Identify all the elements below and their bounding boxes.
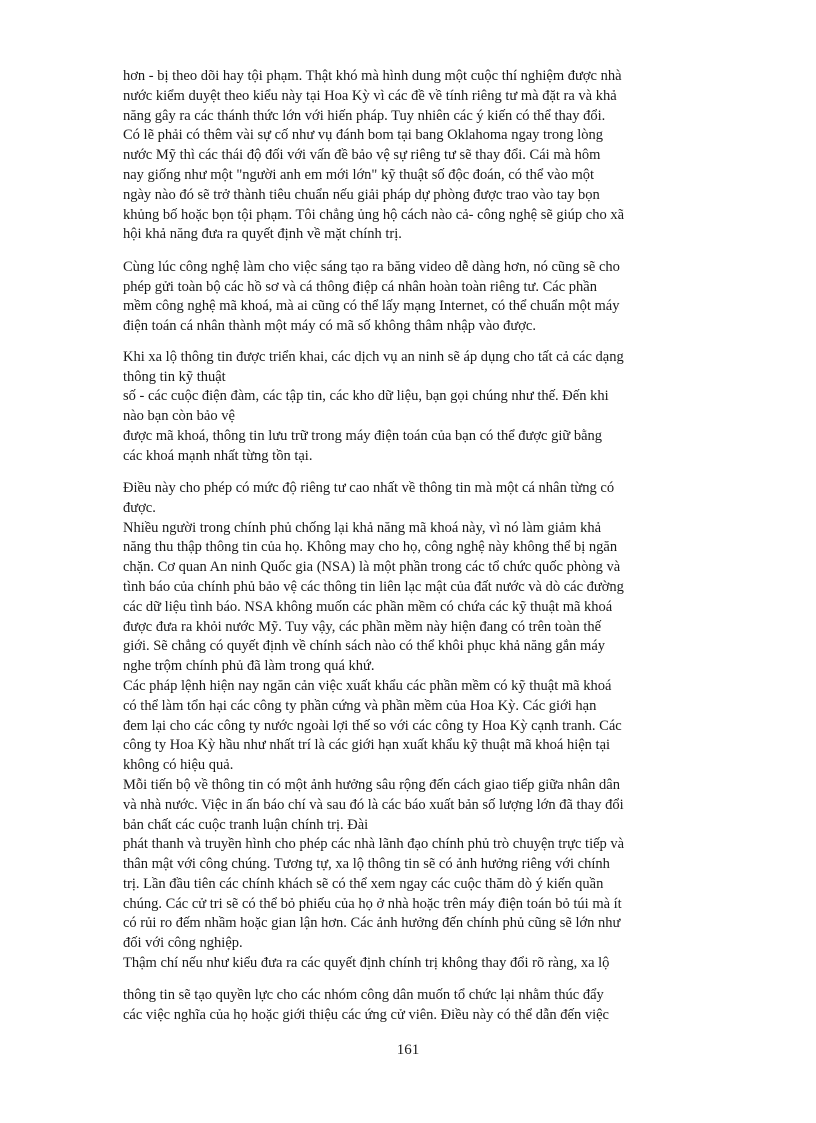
text-line: ngày nào đó sẽ trở thành tiêu chuẩn nếu giải pháp dự phòng được trao vào tay bọn (123, 186, 600, 203)
text-line: Các pháp lệnh hiện nay ngăn cản việc xuất khẩu các phần mềm có kỹ thuật mã khoá (123, 677, 612, 694)
text-line: nghe trộm chính phủ đã làm trong quá khứ. (123, 658, 375, 675)
text-line: nay giống như một "người anh em mới lớn" kỹ thuật số độc đoán, có thể vào một (123, 167, 594, 183)
text-line: Có lẽ phải có thêm vài sự cố như vụ đánh bom tại bang Oklahoma ngay trong lòng (123, 127, 604, 144)
text-line: số - các cuộc điện đàm, các tập tin, các kho dữ liệu, bạn gọi chúng như thế. Đến khi (123, 388, 609, 405)
text-line: công ty Hoa Kỳ hầu như nhất trí là các giới hạn xuất khẩu kỹ thuật mã khoá hiện tại (123, 737, 611, 754)
text-line: phát thanh và truyền hình cho phép các nhà lãnh đạo chính phủ trò chuyện trực tiếp và (123, 836, 625, 853)
text-line: năng thu thập thông tin của họ. Không may cho họ, công nghệ này không thể bị ngăn (123, 539, 618, 556)
text-line: và nhà nước. Việc in ấn báo chí và sau đó là các báo xuất bản số lượng lớn đã thay đổi (123, 796, 624, 813)
text-line: điện toán cá nhân thành một máy có mã số không thâm nhập vào được. (123, 318, 536, 335)
text-line: đối với công nghiệp. (123, 935, 243, 952)
text-line: phép gửi toàn bộ các hồ sơ và cá thông điệp cá nhân hoàn toàn riêng tư. Các phần (123, 278, 597, 295)
text-line: Cùng lúc công nghệ làm cho việc sáng tạo ra băng video dễ dàng hơn, nó cũng sẽ cho (123, 258, 620, 275)
text-line: tình báo của chính phủ bảo vệ các thông tin liên lạc mật của đất nước và dò các đường (123, 579, 624, 595)
text-line: các khoá mạnh nhất từng tồn tại. (123, 447, 313, 464)
page-number: 161 (396, 1042, 420, 1058)
text-line: mềm công nghệ mã khoá, mà ai cũng có thể lấy mạng Internet, có thể chuẩn một máy (123, 298, 620, 315)
text-line: có rủi ro đếm nhầm hoặc gian lận hơn. Các ảnh hưởng đến chính phủ cũng sẽ lớn như (123, 915, 621, 932)
text-line: chúng. Các cử tri sẽ có thể bỏ phiếu của họ ở nhà hoặc trên máy điện toán bỏ túi mà ít (123, 895, 622, 912)
text-line: nào bạn còn bảo vệ (123, 408, 235, 425)
text-line: trị. Lần đầu tiên các chính khách sẽ có thể xem ngay các cuộc thăm dò ý kiến quần (123, 875, 604, 892)
text-line: năng gây ra các thánh thức lớn với hiến pháp. Tuy nhiên các ý kiến có thể thay đổi. (123, 107, 606, 124)
text-line: không có hiệu quả. (123, 757, 234, 774)
text-line: giới. Sẽ chẳng có quyết định về chính sách nào có thể khôi phục khả năng gắn máy (123, 638, 606, 655)
text-line: được mã khoá, thông tin lưu trữ trong máy điện toán của bạn có thể được giữ bằng (123, 427, 603, 444)
text-line: chặn. Cơ quan An ninh Quốc gia (NSA) là một phần trong các tổ chức quốc phòng và (123, 559, 621, 576)
text-line: khủng bố hoặc bọn tội phạm. Tôi chẳng ủng hộ cách nào cả- công nghệ sẽ giúp cho xã (123, 206, 625, 223)
text-line: hơn - bị theo dõi hay tội phạm. Thật khó mà hình dung một cuộc thí nghiệm được nhà (123, 68, 622, 84)
text-line: Mỗi tiến bộ về thông tin có một ảnh hưởng sâu rộng đến cách giao tiếp giữa nhân dân (123, 776, 620, 793)
text-line: được đưa ra khỏi nước Mỹ. Tuy vậy, các phần mềm này hiện đang có trên toàn thế (123, 618, 602, 635)
text-line: các việc nghĩa của họ hoặc giới thiệu các ứng cử viên. Điều này có thể dẫn đến việc (123, 1007, 609, 1024)
text-line: Điều này cho phép có mức độ riêng tư cao nhất về thông tin mà một cá nhân từng có (123, 480, 615, 496)
text-line: bản chất các cuộc tranh luận chính trị. Đài (123, 816, 369, 833)
text-line: thông tin kỹ thuật (123, 368, 226, 385)
text-line: thân mật với công chúng. Tương tự, xa lộ thông tin sẽ có ảnh hưởng riêng với chính (123, 856, 610, 873)
text-line: các dữ liệu tình báo. NSA không muốn các phần mềm có chứa các kỹ thuật mã khoá (123, 598, 613, 615)
text-line: nước Mỹ thì các thái độ đối với vấn đề bảo vệ sự riêng tư sẽ thay đổi. Cái mà hôm (123, 147, 601, 164)
text-line: Thậm chí nếu như kiểu đưa ra các quyết định chính trị không thay đổi rõ ràng, xa lộ (123, 955, 610, 971)
text-line: có thể làm tổn hại các công ty phần cứng và phần mềm của Hoa Kỳ. Các giới hạn (123, 697, 597, 714)
text-line: đem lại cho các công ty nước ngoài lợi thế so với các công ty Hoa Kỳ cạnh tranh. Các (123, 717, 622, 734)
text-line: thông tin sẽ tạo quyền lực cho các nhóm công dân muốn tổ chức lại nhằm thúc đẩy (123, 987, 604, 1004)
text-line: nước kiểm duyệt theo kiểu này tại Hoa Kỳ vì các đề về tính riêng tư mà đặt ra và khả (123, 87, 617, 104)
text-line: được. (123, 499, 156, 516)
text-line: hội khả năng đưa ra quyết định về mặt chính trị. (123, 226, 402, 243)
text-line: Nhiều người trong chính phủ chống lại khả năng mã khoá này, vì nó làm giảm khả (123, 519, 602, 536)
text-line: Khi xa lộ thông tin được triển khai, các dịch vụ an ninh sẽ áp dụng cho tất cả các dạng (123, 348, 624, 365)
